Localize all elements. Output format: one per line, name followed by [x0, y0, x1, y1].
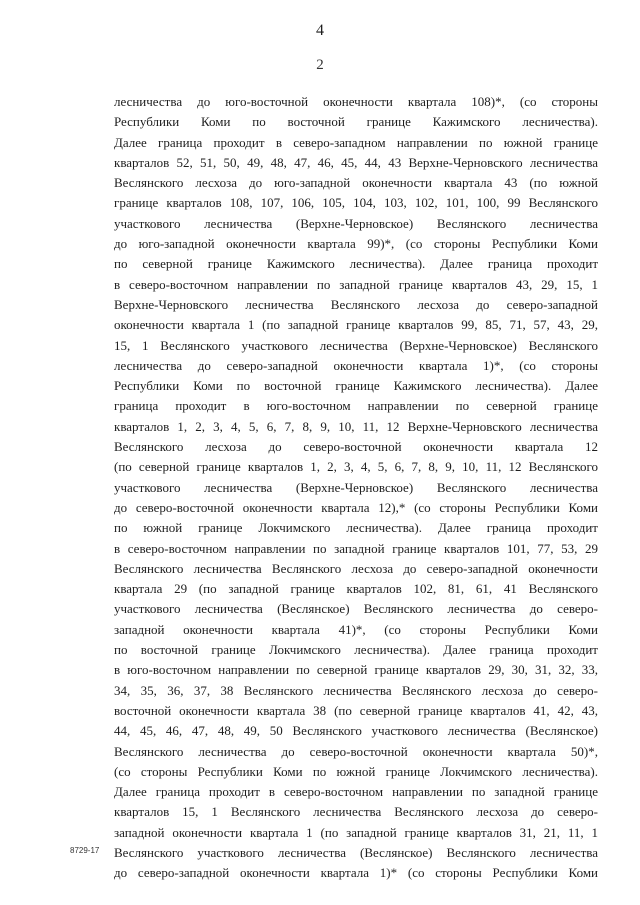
- text-line: западной оконечности квартала 41)*, (со стороны Республики Коми: [114, 621, 598, 637]
- text-line: оконечности квартала 1 (по западной границе кварталов 99, 85, 71, 57, 43, 29,: [114, 317, 598, 333]
- text-line: Верхне-Черновского лесничества Веслянского лесхоза до северо-западной: [114, 296, 598, 312]
- body-text: [114, 92, 598, 884]
- text-line: участкового лесничества (Верхне-Черновское) Веслянского лесничества: [114, 215, 598, 231]
- text-line: (по северной границе кварталов 1, 2, 3, 4, 5, 6, 7, 8, 9, 10, 11, 12 Веслянского: [114, 459, 598, 475]
- text-line: Веслянского участкового лесничества (Веслянское) Веслянского лесничества: [114, 844, 598, 860]
- text-line: до северо-восточной оконечности квартала 12),* (со стороны Республики Коми: [114, 499, 598, 515]
- text-line: западной оконечности квартала 1 (по западной границе кварталов 31, 21, 11, 1: [114, 824, 598, 840]
- sheet-number: 2: [316, 57, 324, 73]
- text-line: Веслянского лесничества до северо-восточной оконечности квартала 50)*,: [114, 743, 598, 759]
- text-line: кварталов 15, 1 Веслянского лесничества Веслянского лесхоза до северо-: [114, 804, 598, 820]
- text-line: Республики Коми по восточной границе Кажимского лесничества).: [114, 114, 598, 130]
- text-line: квартала 29 (по западной границе кварталов 102, 81, 61, 41 Веслянского: [114, 581, 598, 597]
- text-line: участкового лесничества (Верхне-Черновское) Веслянского лесничества: [114, 479, 598, 495]
- text-line: восточной оконечности квартала 38 (по северной границе кварталов 41, 42, 43,: [114, 702, 598, 718]
- text-line: участкового лесничества (Веслянское) Веслянского лесничества до северо-: [114, 601, 598, 617]
- text-line: по южной границе Локчимского лесничества). Далее граница проходит: [114, 520, 598, 536]
- text-line: до юго-западной оконечности квартала 99)*, (со стороны Республики Коми: [114, 236, 598, 252]
- text-line: 44, 45, 46, 47, 48, 49, 50 Веслянского участкового лесничества (Веслянское): [114, 723, 598, 739]
- text-line: по восточной границе Локчимского лесничества). Далее граница проходит: [114, 642, 598, 658]
- text-line: (со стороны Республики Коми по южной границе Локчимского лесничества).: [114, 763, 598, 779]
- text-line: кварталов 52, 51, 50, 49, 48, 47, 46, 45, 44, 43 Верхне-Черновского лесничества: [114, 154, 598, 170]
- text-line: Веслянского лесхоза до северо-восточной оконечности квартала 12: [114, 439, 598, 455]
- text-line: по северной границе Кажимского лесничества). Далее граница проходит: [114, 256, 598, 272]
- text-line: Далее граница проходит в северо-восточном направлении по западной границе: [114, 784, 598, 800]
- text-line: Веслянского лесничества Веслянского лесхоза до северо-западной оконечности: [114, 560, 598, 576]
- page-number: 4: [316, 22, 324, 39]
- text-line: кварталов 1, 2, 3, 4, 5, 6, 7, 8, 9, 10, 11, 12 Верхне-Черновского лесничества: [114, 418, 598, 434]
- text-line: Республики Коми по восточной границе Кажимского лесничества). Далее: [114, 378, 598, 394]
- text-line: лесничества до северо-западной оконечности квартала 1)*, (со стороны: [114, 357, 598, 373]
- text-line: до северо-западной оконечности квартала 1)* (со стороны Республики Коми: [114, 865, 598, 881]
- text-line: в юго-восточном направлении по северной границе кварталов 29, 30, 31, 32, 33,: [114, 662, 598, 678]
- text-line: 34, 35, 36, 37, 38 Веслянского лесничества Веслянского лесхоза до северо-: [114, 682, 598, 698]
- text-line: Веслянского лесхоза до юго-западной оконечности квартала 43 (по южной: [114, 175, 598, 191]
- text-line: Далее граница проходит в северо-западном направлении по южной границе: [114, 134, 598, 150]
- text-line: лесничества до юго-восточной оконечности квартала 108)*, (со стороны: [114, 94, 598, 109]
- text-line: 15, 1 Веслянского участкового лесничества (Верхне-Черновское) Веслянского: [114, 337, 598, 353]
- text-line: в северо-восточном направлении по западной границе кварталов 101, 77, 53, 29: [114, 540, 598, 556]
- document-code: 8729-17: [70, 846, 100, 855]
- text-line: граница проходит в юго-восточном направлении по северной границе: [114, 398, 598, 414]
- text-line: в северо-восточном направлении по западной границе кварталов 43, 29, 15, 1: [114, 276, 598, 292]
- text-line: границе кварталов 108, 107, 106, 105, 104, 103, 102, 101, 100, 99 Веслянского: [114, 195, 598, 211]
